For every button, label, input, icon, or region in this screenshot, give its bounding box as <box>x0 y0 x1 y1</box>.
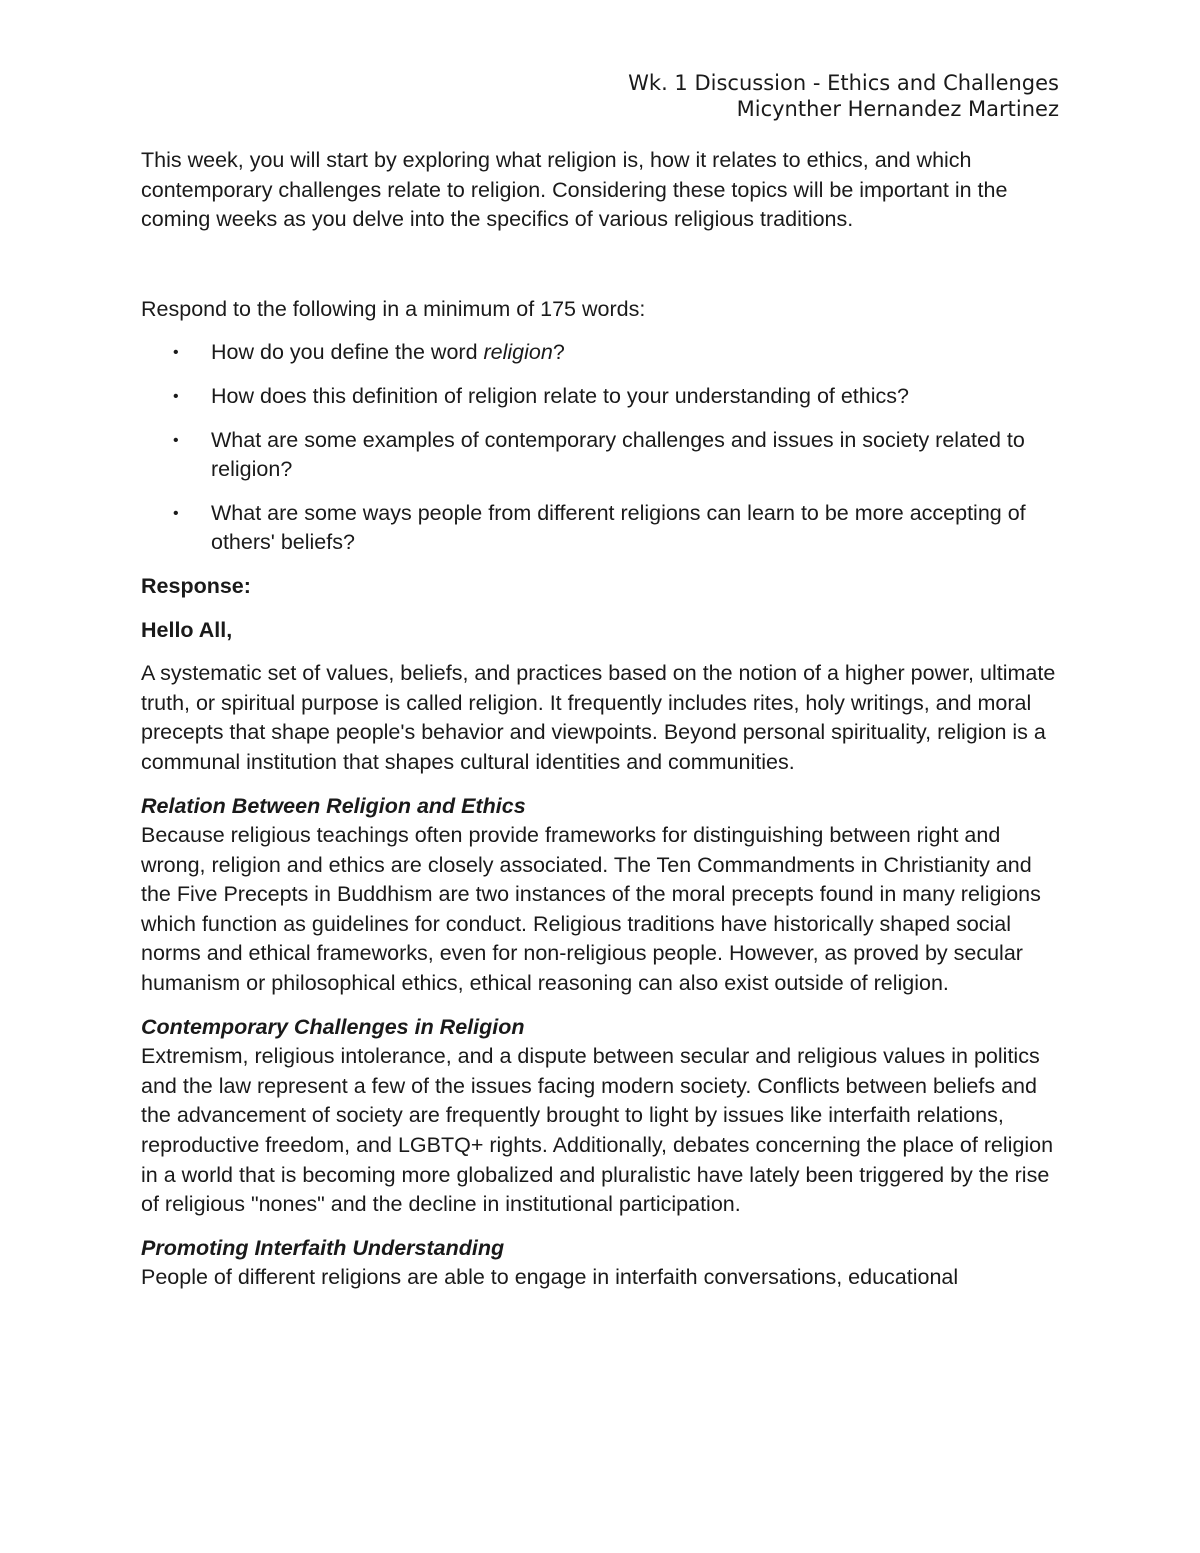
response-label: Response: <box>141 573 251 598</box>
section-ethics <box>141 792 1061 999</box>
question-text: How do you define the word <box>211 340 484 365</box>
question-list <box>141 338 1061 558</box>
document-header <box>628 70 1059 122</box>
question-item <box>141 426 1061 485</box>
intro-paragraph: This week, you will start by exploring what religion is, how it relates to ethics, and which contemporary challenges relate to religion. Considering these topics will be important in the coming weeks as you delve into the specifics of various religious traditions. <box>141 148 1008 232</box>
bullet-icon: • <box>173 344 179 362</box>
greeting: Hello All, <box>141 617 233 642</box>
section-text: People of different religions are able to engage in interfaith conversations, educational <box>141 1265 959 1290</box>
section-text: Extremism, religious intolerance, and a dispute between secular and religious values in politics and the law represent a few of the issues facing modern society. Conflicts between beliefs and the advancement of society are frequently brought to light by issues like interfaith relations, reproductive freedom, and LGBTQ+ rights. Additionally, debates concerning the place of religion in a world that is becoming more globalized and pluralistic have lately been triggered by the rise of religious "nones" and the decline in institutional participation. <box>141 1044 1054 1217</box>
prompt-text: Respond to the following in a minimum of 175 words: <box>141 296 646 321</box>
section-heading: Relation Between Religion and Ethics <box>141 793 526 818</box>
bullet-icon: • <box>173 504 179 522</box>
section-heading: Contemporary Challenges in Religion <box>141 1014 525 1039</box>
question-text: What are some ways people from different religions can learn to be more accepting of others' beliefs? <box>211 500 1026 555</box>
bullet-icon: • <box>173 431 179 449</box>
document-body <box>141 146 1061 1307</box>
author-name: Micynther Hernandez Martinez <box>736 97 1059 121</box>
section-heading: Promoting Interfaith Understanding <box>141 1235 505 1260</box>
question-emphasis: religion <box>483 340 553 365</box>
question-text: How does this definition of religion relate to your understanding of ethics? <box>211 383 909 408</box>
question-item <box>141 338 1061 368</box>
question-item <box>141 382 1061 412</box>
question-punct: ? <box>552 340 565 365</box>
section-interfaith <box>141 1234 1061 1293</box>
section-text: Because religious teachings often provide frameworks for distinguishing between right and wrong, religion and ethics are closely associated. The Ten Commandments in Christianity and the Five Precepts in Buddhism are two instances of the moral precepts found in many religions which function as guidelines for conduct. Religious traditions have historically shaped social norms and ethical frameworks, even for non-religious people. However, as proved by secular humanism or philosophical ethics, ethical reasoning can also exist outside of religion. <box>141 823 1041 996</box>
question-item <box>141 499 1061 558</box>
section-challenges <box>141 1013 1061 1220</box>
question-text: What are some examples of contemporary challenges and issues in society related to religion? <box>211 427 1025 482</box>
bullet-icon: • <box>173 387 179 405</box>
definition-paragraph: A systematic set of values, beliefs, and practices based on the notion of a higher power, ultimate truth, or spiritual purpose is called religion. It frequently includes rites, holy writings, and moral precepts that shape people's behavior and viewpoints. Beyond personal spirituality, religion is a communal institution that shapes cultural identities and communities. <box>141 661 1056 774</box>
document-title: Wk. 1 Discussion - Ethics and Challenges <box>628 71 1059 95</box>
